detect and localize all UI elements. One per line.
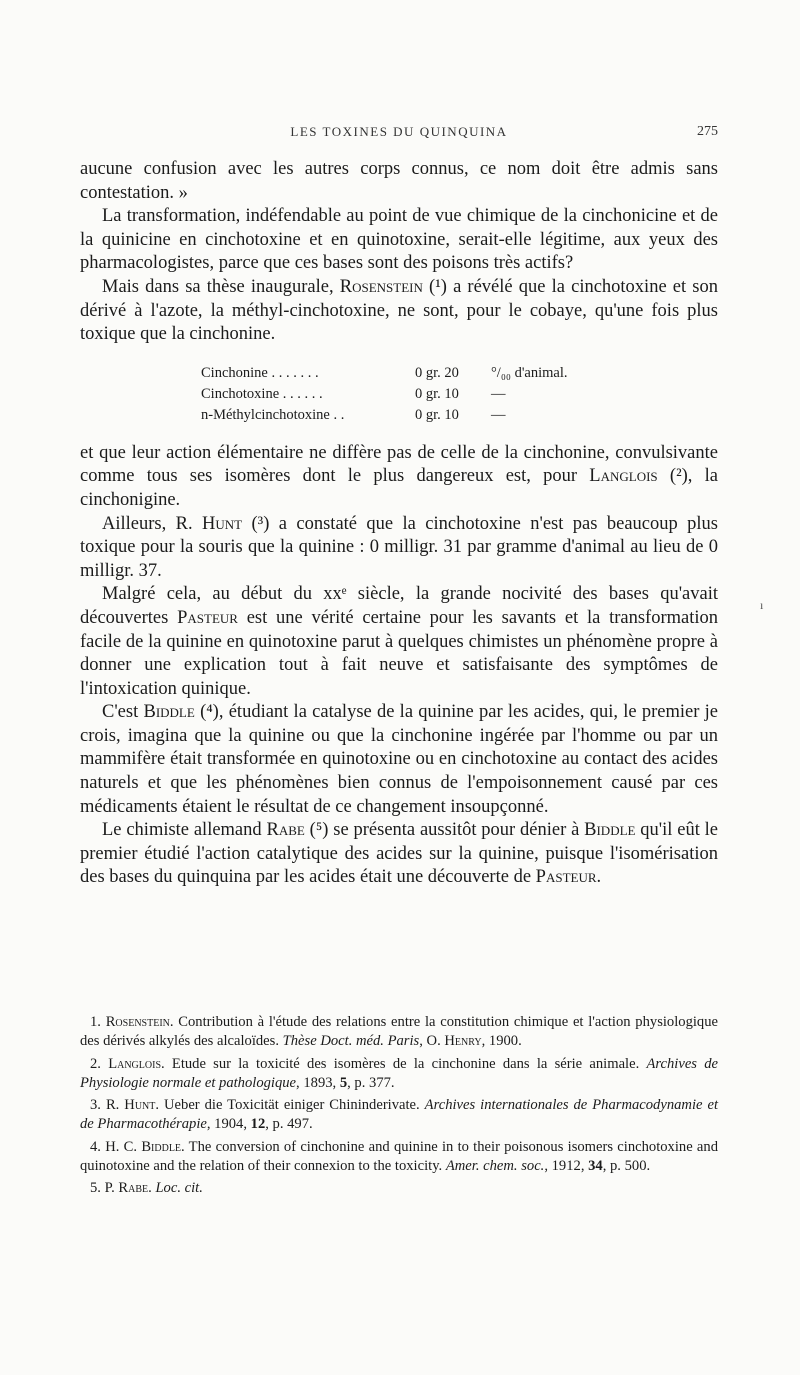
table-row: Cinchonine . . . . . . . 0 gr. 20 °/₀₀ d'animal. bbox=[201, 364, 568, 381]
paragraph-7: C'est Biddle (⁴), étudiant la catalyse de la quinine par les acides, qui, le premier je crois, imagina que la quinine ou que la cinchonine ingérée par l'homme ou par un mammifère était transformée en quinotoxine ou en cinchotoxine au contact des acides naturels et que les phénomènes bien connus de l'empoisonnement causé par ces médicaments étaient le résultat de ce changement insoupçonné. bbox=[80, 702, 718, 817]
footnote-ref: (⁴) bbox=[200, 702, 219, 723]
paragraph-3: Mais dans sa thèse inaugurale, Rosenstein (¹) a révélé que la cinchotoxine et son dérivé à l'azote, la méthyl-cinchotoxine, ne sont, pour le cobaye, qu'une fois plus toxique que la cinchonine. bbox=[80, 276, 719, 345]
footnote-ref: (²) bbox=[669, 466, 688, 487]
footnote-4: 4. H. C. Biddle. The conversion of cinchonine and quinine in to their poisonous isomers cinchotoxine and quinotoxine and the relation of their connexion to the toxicity. Amer. chem. soc., 1912, 34, p. 500. bbox=[80, 1138, 718, 1175]
footnotes bbox=[80, 1013, 718, 1202]
table-row: Cinchotoxine . . . . . . 0 gr. 10 — bbox=[201, 385, 506, 402]
footnote-ref: (¹) bbox=[429, 276, 447, 297]
author-name: Rosenstein bbox=[339, 276, 423, 297]
author-name: Pasteur bbox=[535, 867, 597, 888]
footnote-1: 1. Rosenstein. Contribution à l'étude des relations entre la constitution chimique et l'action physiologique des dérivés alkylés des alcaloïdes. Thèse Doct. méd. Paris, O. Henry, 1900. bbox=[80, 1014, 718, 1050]
running-title: LES TOXINES DU QUINQUINA bbox=[290, 124, 508, 139]
margin-mark: ı bbox=[760, 598, 764, 612]
author-name: Pasteur bbox=[177, 607, 238, 628]
footnote-3: 3. R. Hunt. Ueber die Toxicität einiger Chininderivate. Archives internationales de Pharmacodynamie et de Pharmacothérapie, 1904, 12, p. 497. bbox=[80, 1097, 718, 1133]
paragraph-2: La transformation, indéfendable au point de vue chimique de la cinchonicine et de la quinicine en cinchotoxine et en quinotoxine, serait-elle légitime, aux yeux des pharmacologistes, parce que ces bases sont des poisons très actifs? bbox=[80, 206, 718, 274]
author-name: Biddle bbox=[584, 820, 636, 841]
century: xxᵉ bbox=[323, 584, 347, 605]
footnote-2: 2. Langlois. Etude sur la toxicité des isomères de la cinchonine dans la série animale. Archives de Physiologie normale et pathologique, 1893, 5, p. 377. bbox=[80, 1055, 718, 1091]
footnote-5: 5. P. Rabe. Loc. cit. bbox=[90, 1180, 203, 1197]
footnote-ref: (³) bbox=[251, 513, 270, 534]
footnote-ref: (⁵) bbox=[309, 820, 329, 841]
author-name: Hunt bbox=[202, 513, 243, 534]
author-name: Rabe bbox=[266, 820, 305, 841]
paragraph-5: Ailleurs, R. Hunt (³) a constaté que la cinchotoxine n'est pas beaucoup plus toxique pour la souris que la quinine : 0 milligr. 31 par gramme d'animal au lieu de 0 milligr. 37. bbox=[80, 513, 718, 581]
running-header bbox=[80, 124, 718, 148]
author-name: Biddle bbox=[143, 702, 195, 723]
page-number: 275 bbox=[697, 124, 718, 139]
toxicity-table bbox=[201, 363, 718, 426]
main-text bbox=[80, 158, 718, 890]
author-name: Langlois bbox=[589, 466, 658, 487]
table-row: n-Méthylcinchotoxine . . 0 gr. 10 — bbox=[201, 406, 506, 423]
paragraph-4: et que leur action élémentaire ne diffère pas de celle de la cinchonine, convulsivante comme tous ses isomères dont le plus dangereux est, pour Langlois (²), la cinchonigine. bbox=[80, 442, 718, 510]
paragraph-8: Le chimiste allemand Rabe (⁵) se présenta aussitôt pour dénier à Biddle qu'il eût le premier étudié l'action catalytique des acides sur la quinine, puisque l'isomérisation des bases du quinquina par les acides était une découverte de Pasteur. bbox=[80, 820, 719, 888]
paragraph-1: aucune confusion avec les autres corps connus, ce nom doit être admis sans contestation. » bbox=[80, 159, 718, 203]
paragraph-6: Malgré cela, au début du xxᵉ siècle, la grande nocivité des bases qu'avait découvertes Pasteur est une vérité certaine pour les savants et la transformation facile de la quinine en quinotoxine parut à quelques chimistes un phénomène propre à donner une explication tout à fait neuve et satisfaisante des symptômes de l'intoxication quinique. bbox=[80, 584, 719, 699]
